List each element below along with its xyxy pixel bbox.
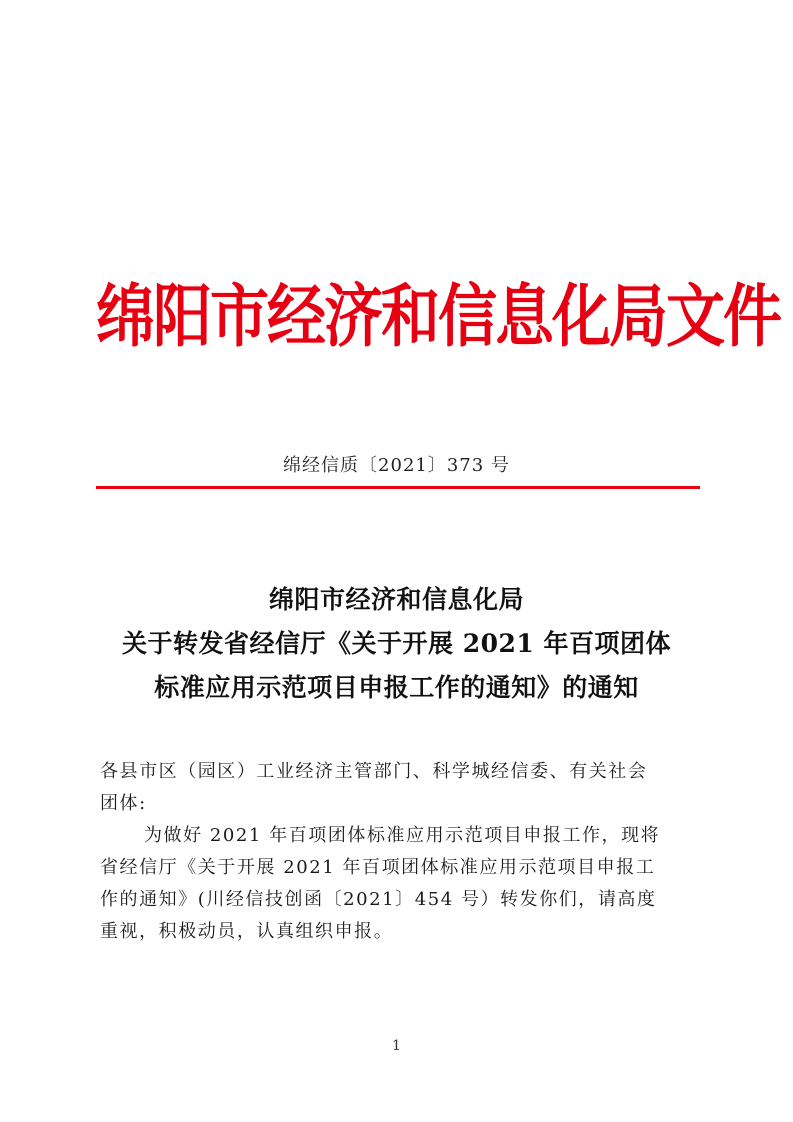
body-line-paragraph-2: 省经信厅《关于开展 2021 年百项团体标准应用示范项目申报工 bbox=[100, 857, 656, 878]
body-line-paragraph-4: 重视，积极动员，认真组织申报。 bbox=[100, 921, 394, 942]
red-divider-rule bbox=[96, 486, 700, 489]
issuer-header-title: 绵阳市经济和信息化局文件 bbox=[96, 276, 781, 357]
body-line-paragraph-start: 为做好 2021 年百项团体标准应用示范项目申报工作，现将 bbox=[144, 825, 661, 846]
body-line-addressee-cont: 团体: bbox=[100, 793, 147, 814]
page-number: 1 bbox=[392, 1038, 401, 1054]
document-title-line-1: 绵阳市经济和信息化局 bbox=[268, 585, 524, 614]
document-title-line-2: 关于转发省经信厅《关于开展 2021 年百项团体 bbox=[122, 629, 671, 658]
body-line-addressee: 各县市区（园区）工业经济主管部门、科学城经信委、有关社会 bbox=[100, 761, 648, 782]
document-title bbox=[80, 578, 713, 710]
document-title-line-3: 标准应用示范项目申报工作的通知》的通知 bbox=[154, 673, 639, 702]
body-line-paragraph-3: 作的通知》(川经信技创函〔2021〕454 号）转发你们，请高度 bbox=[100, 889, 657, 910]
document-number: 绵经信质〔2021〕373 号 bbox=[283, 455, 510, 476]
document-body bbox=[100, 756, 700, 948]
